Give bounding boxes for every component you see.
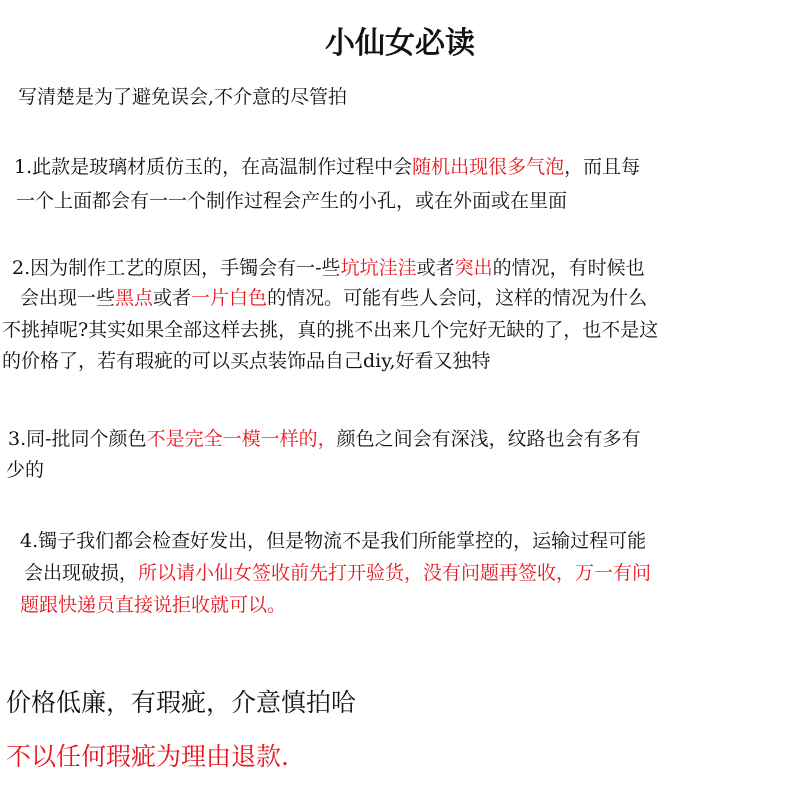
item-2-text: 或者 xyxy=(416,257,455,279)
color-variation-warning: 不是完全一模一样的， xyxy=(146,428,337,450)
dents-warning: 坑坑洼洼 xyxy=(340,257,417,279)
item-2-text: 或者 xyxy=(153,287,192,309)
disclaimer-text: 价格低廉，有瑕疵，介意慎拍哈 xyxy=(6,688,357,717)
intro-text: 写清楚是为了避免误会,不介意的尽管拍 xyxy=(18,86,348,108)
item-4-line-1: 4.镯子我们都会检查好发出，但是物流不是我们所能掌控的，运输过程可能 xyxy=(20,530,647,552)
page-title: 小仙女必读 xyxy=(325,26,475,61)
item-1-text: ，而且每 xyxy=(564,156,641,178)
item-2-text: 会出现一些 xyxy=(20,287,116,309)
item-1-text: 1.此款是玻璃材质仿玉的，在高温制作过程中会 xyxy=(14,156,413,178)
item-1-line-2: 一个上面都会有一一个制作过程会产生的小孔，或在外面或在里面 xyxy=(16,190,568,212)
item-2-line-3: 不挑掉呢?其实如果全部这样去挑，真的挑不出来几个完好无缺的了，也不是这 xyxy=(2,319,659,341)
item-2-text: 的情况，有时候也 xyxy=(492,257,645,279)
item-3-line-2: 少的 xyxy=(6,459,45,481)
item-3-text: 3.同-批同个颜色 xyxy=(8,428,147,450)
item-4-line-3: 题跟快递员直接说拒收就可以。 xyxy=(20,594,287,616)
item-2-line-2 xyxy=(20,286,647,310)
inspect-before-signing-warning: 所以请小仙女签收前先打开验货，没有问题再签收，万一有问 xyxy=(138,562,652,584)
bumps-warning: 突出 xyxy=(454,257,493,279)
black-spots-warning: 黑点 xyxy=(115,287,154,309)
item-4-text: 会出现破损， xyxy=(24,562,139,584)
item-4-line-2 xyxy=(24,561,651,585)
no-refund-notice: 不以任何瑕疵为理由退款. xyxy=(6,742,289,771)
item-2-text: 的情况。可能有些人会问，这样的情况为什么 xyxy=(267,287,648,309)
white-patch-warning: 一片白色 xyxy=(191,287,268,309)
item-2-line-4: 的价格了，若有瑕疵的可以买点装饰品自己diy,好看又独特 xyxy=(2,350,491,372)
item-3-text: 颜色之间会有深浅，纹路也会有多有 xyxy=(336,428,641,450)
item-2-line-1 xyxy=(12,256,645,280)
item-1-line-1 xyxy=(14,155,640,179)
item-2-text: 2.因为制作工艺的原因，手镯会有一-些 xyxy=(12,257,341,279)
item-3-line-1 xyxy=(8,427,641,451)
bubbles-warning: 随机出现很多气泡 xyxy=(412,156,565,178)
